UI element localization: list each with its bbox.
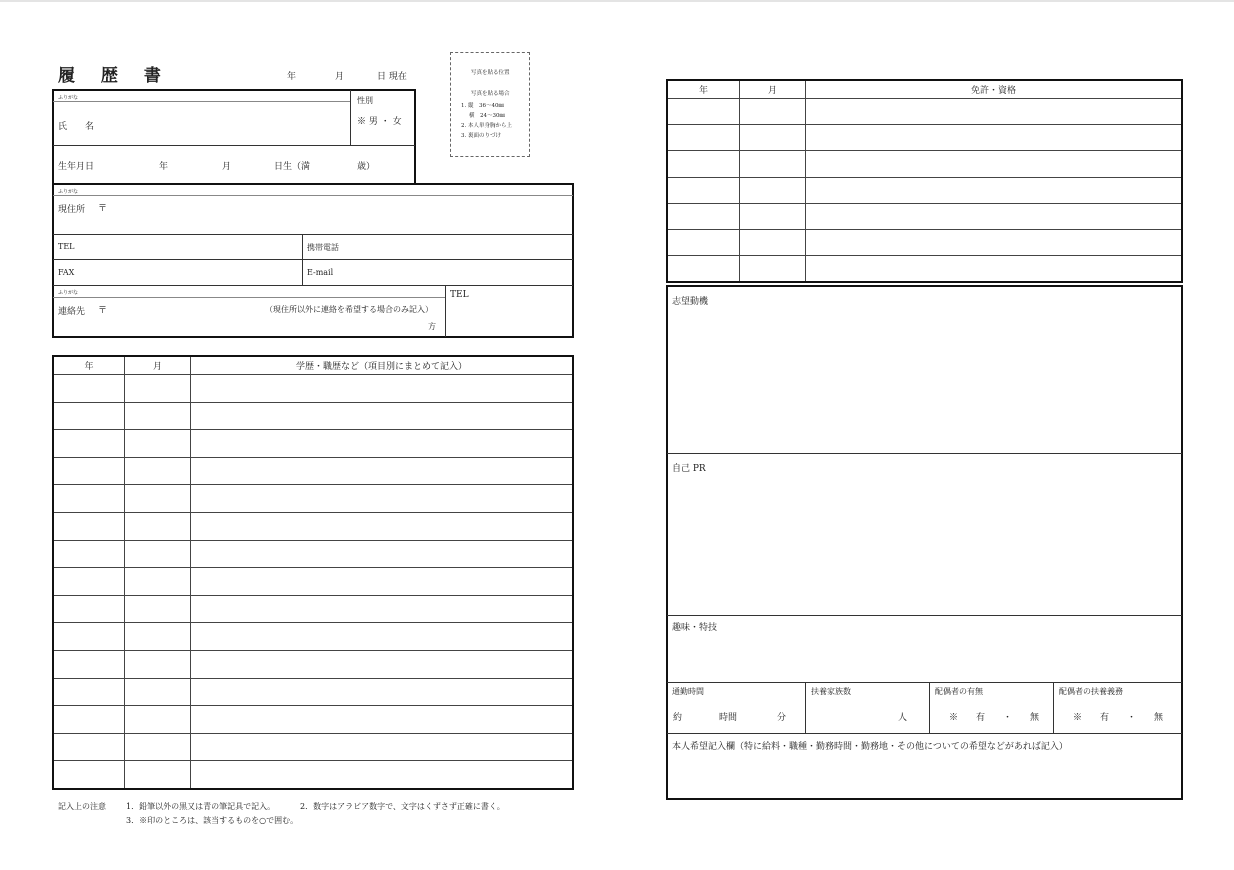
- birth-date-label: 生年月日: [58, 162, 95, 172]
- license-row: [667, 229, 1182, 255]
- license-month-cell[interactable]: [740, 151, 806, 177]
- history-month-cell[interactable]: [125, 733, 191, 761]
- email-label: E-mail: [307, 268, 334, 277]
- license-row: [667, 203, 1182, 229]
- history-detail-cell[interactable]: [191, 706, 574, 734]
- history-year-cell[interactable]: [53, 678, 125, 706]
- history-row: [53, 678, 573, 706]
- contact-label: 連絡先: [58, 307, 86, 317]
- license-col-detail: 免許・資格: [806, 80, 1183, 99]
- license-year-cell[interactable]: [667, 229, 740, 255]
- history-row: [53, 375, 573, 403]
- history-detail-cell[interactable]: [191, 568, 574, 596]
- history-month-cell[interactable]: [125, 706, 191, 734]
- birth-month-label: 月: [222, 162, 232, 172]
- license-detail-cell[interactable]: [806, 125, 1183, 151]
- history-year-cell[interactable]: [53, 595, 125, 623]
- commute-label: 通勤時間: [672, 687, 704, 696]
- history-year-cell[interactable]: [53, 430, 125, 458]
- photo-box-line4: 3. 裏面のりづけ: [461, 133, 501, 139]
- note-1: 1．鉛筆以外の黒又は青の筆記具で記入。: [126, 802, 276, 811]
- history-year-cell[interactable]: [53, 733, 125, 761]
- history-month-cell[interactable]: [125, 595, 191, 623]
- photo-box-line2: 横 24〜30㎜: [469, 113, 505, 119]
- history-row: [53, 540, 573, 568]
- birth-year-label: 年: [159, 162, 169, 172]
- license-detail-cell[interactable]: [806, 256, 1183, 283]
- self-pr-label: 自己 PR: [672, 464, 706, 474]
- spouse-support-label: 配偶者の扶養義務: [1059, 687, 1123, 696]
- contact-tel-label: TEL: [450, 290, 469, 300]
- mobile-label: 携帯電話: [307, 243, 339, 252]
- history-row: [53, 457, 573, 485]
- history-month-cell[interactable]: [125, 568, 191, 596]
- history-row: [53, 402, 573, 430]
- history-detail-cell[interactable]: [191, 678, 574, 706]
- license-detail-cell[interactable]: [806, 177, 1183, 203]
- name-furigana-label: ふりがな: [58, 95, 79, 101]
- license-header-row: [667, 80, 1182, 99]
- fax-label: FAX: [58, 268, 75, 277]
- history-month-cell[interactable]: [125, 457, 191, 485]
- gender-label: 性別: [357, 96, 373, 105]
- contact-furigana-label: ふりがな: [58, 290, 79, 296]
- history-month-cell[interactable]: [125, 623, 191, 651]
- history-row: [53, 430, 573, 458]
- license-year-cell[interactable]: [667, 256, 740, 283]
- license-col-month: 月: [740, 80, 806, 99]
- notes-label: 記入上の注意: [58, 802, 106, 811]
- history-row: [53, 650, 573, 678]
- contact-postal-mark: 〒: [98, 306, 108, 316]
- history-detail-cell[interactable]: [191, 595, 574, 623]
- history-detail-cell[interactable]: [191, 733, 574, 761]
- history-detail-cell[interactable]: [191, 402, 574, 430]
- history-year-cell[interactable]: [53, 512, 125, 540]
- license-row: [667, 177, 1182, 203]
- viewer-top-border: [0, 0, 1234, 2]
- history-row: [53, 706, 573, 734]
- address-furigana-label: ふりがな: [58, 189, 79, 195]
- license-detail-cell[interactable]: [806, 203, 1183, 229]
- history-year-cell[interactable]: [53, 540, 125, 568]
- history-row: [53, 761, 573, 789]
- history-row: [53, 568, 573, 596]
- birth-age-label: 歳）: [357, 162, 376, 172]
- license-col-year: 年: [667, 80, 740, 99]
- contact-suffix: 方: [428, 322, 436, 331]
- license-year-cell[interactable]: [667, 177, 740, 203]
- commute-hours: 時間: [719, 713, 738, 723]
- license-row: [667, 99, 1182, 125]
- history-month-cell[interactable]: [125, 402, 191, 430]
- history-month-cell[interactable]: [125, 678, 191, 706]
- license-year-cell[interactable]: [667, 99, 740, 125]
- license-row: [667, 256, 1182, 283]
- address-postal-mark: 〒: [98, 204, 108, 214]
- license-row: [667, 151, 1182, 177]
- history-row: [53, 623, 573, 651]
- history-detail-cell[interactable]: [191, 485, 574, 513]
- license-detail-cell[interactable]: [806, 99, 1183, 125]
- gender-options: ※ 男 ・ 女: [357, 117, 402, 127]
- date-year-label: 年: [287, 72, 297, 82]
- history-month-cell[interactable]: [125, 485, 191, 513]
- history-month-cell[interactable]: [125, 761, 191, 789]
- license-table: [666, 79, 1183, 283]
- history-month-cell[interactable]: [125, 650, 191, 678]
- date-as-of-label: 日 現在: [377, 72, 407, 82]
- history-row: [53, 485, 573, 513]
- history-row: [53, 733, 573, 761]
- history-year-cell[interactable]: [53, 375, 125, 403]
- dependents-unit: 人: [898, 713, 908, 723]
- photo-box-title: 写真を貼る位置: [471, 70, 510, 76]
- history-year-cell[interactable]: [53, 402, 125, 430]
- license-row: [667, 125, 1182, 151]
- tel-label: TEL: [58, 242, 75, 251]
- license-month-cell[interactable]: [740, 229, 806, 255]
- license-month-cell[interactable]: [740, 203, 806, 229]
- history-year-cell[interactable]: [53, 761, 125, 789]
- motivation-label: 志望動機: [672, 297, 709, 307]
- license-month-cell[interactable]: [740, 125, 806, 151]
- license-month-cell[interactable]: [740, 177, 806, 203]
- address-label: 現住所: [58, 205, 86, 215]
- hobby-label: 趣味・特技: [672, 623, 718, 633]
- license-detail-cell[interactable]: [806, 229, 1183, 255]
- history-detail-cell[interactable]: [191, 761, 574, 789]
- commute-about: 約: [673, 713, 683, 723]
- history-year-cell[interactable]: [53, 623, 125, 651]
- history-year-cell[interactable]: [53, 568, 125, 596]
- date-month-label: 月: [335, 72, 345, 82]
- license-year-cell[interactable]: [667, 203, 740, 229]
- history-detail-cell[interactable]: [191, 457, 574, 485]
- document-title: 履 歴 書: [58, 66, 171, 86]
- license-month-cell[interactable]: [740, 99, 806, 125]
- history-row: [53, 512, 573, 540]
- name-label: 氏 名: [58, 122, 95, 132]
- history-detail-cell[interactable]: [191, 623, 574, 651]
- history-month-cell[interactable]: [125, 540, 191, 568]
- history-month-cell[interactable]: [125, 512, 191, 540]
- dependents-label: 扶養家族数: [811, 687, 851, 696]
- history-row: [53, 595, 573, 623]
- photo-box-line3: 2. 本人単身胸から上: [461, 123, 512, 129]
- history-year-cell[interactable]: [53, 706, 125, 734]
- history-col-month: 月: [125, 356, 191, 375]
- history-detail-cell[interactable]: [191, 430, 574, 458]
- history-detail-cell[interactable]: [191, 375, 574, 403]
- history-detail-cell[interactable]: [191, 650, 574, 678]
- history-month-cell[interactable]: [125, 430, 191, 458]
- request-label: 本人希望記入欄（特に給料・職種・勤務時間・勤務地・その他についての希望などがあれば記入）: [672, 742, 1068, 752]
- commute-minutes: 分: [777, 713, 787, 723]
- license-detail-cell[interactable]: [806, 151, 1183, 177]
- spouse-label: 配偶者の有無: [935, 687, 983, 696]
- license-month-cell[interactable]: [740, 256, 806, 283]
- note-2: 2．数字はアラビア数字で、文字はくずさず正確に書く。: [300, 802, 505, 811]
- photo-box-line1: 1. 縦 36〜40㎜: [461, 103, 504, 109]
- history-table: [52, 355, 574, 790]
- birth-day-label: 日生（満: [274, 162, 311, 172]
- spouse-support-options: ※ 有 ・ 無: [1073, 713, 1164, 723]
- history-month-cell[interactable]: [125, 375, 191, 403]
- history-year-cell[interactable]: [53, 457, 125, 485]
- history-header-row: [53, 356, 573, 375]
- note-3: 3．※印のところは、該当するものを○で囲む。: [126, 816, 299, 825]
- history-col-year: 年: [53, 356, 125, 375]
- photo-box-subtitle: 写真を貼る場合: [471, 91, 510, 97]
- history-year-cell[interactable]: [53, 485, 125, 513]
- history-detail-cell[interactable]: [191, 540, 574, 568]
- license-year-cell[interactable]: [667, 125, 740, 151]
- history-col-detail: 学歴・職歴など（項目別にまとめて記入）: [191, 356, 574, 375]
- license-year-cell[interactable]: [667, 151, 740, 177]
- photo-placement-box: [450, 52, 530, 157]
- history-detail-cell[interactable]: [191, 512, 574, 540]
- spouse-options: ※ 有 ・ 無: [949, 713, 1040, 723]
- history-year-cell[interactable]: [53, 650, 125, 678]
- contact-note: （現住所以外に連絡を希望する場合のみ記入）: [265, 305, 433, 314]
